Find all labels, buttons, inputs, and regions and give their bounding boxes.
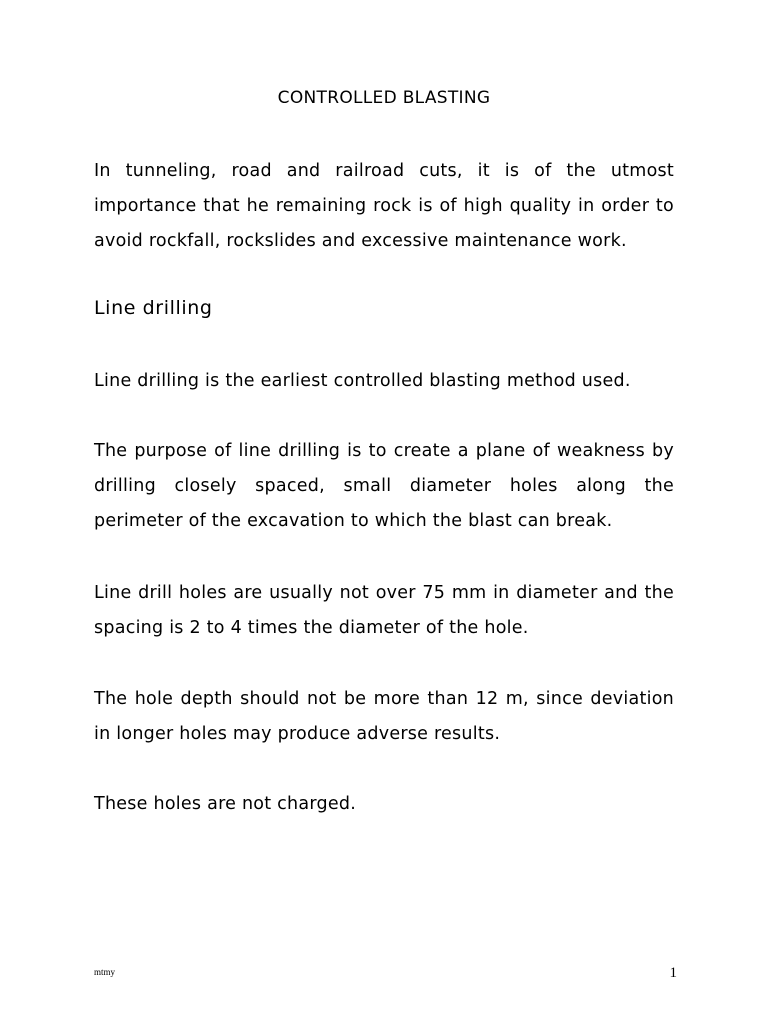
section-heading: Line drilling (94, 297, 213, 319)
footer-author: mtmy (94, 967, 116, 977)
paragraph-4: The hole depth should not be more than 12 m, since deviation in longer holes may produce adverse results. (94, 689, 674, 744)
paragraph-1: Line drilling is the earliest controlled blasting method used. (94, 371, 631, 391)
page-number: 1 (669, 965, 677, 981)
paragraph-5: These holes are not charged. (94, 794, 357, 814)
paragraph-3: Line drill holes are usually not over 75 mm in diameter and the spacing is 2 to 4 times the diameter of the hole. (94, 583, 674, 638)
paragraph-2: The purpose of line drilling is to create a plane of weakness by drilling closely spaced, small diameter holes along the perimeter of the excavation to which the blast can break. (94, 441, 674, 531)
document-title: CONTROLLED BLASTING (277, 88, 491, 108)
intro-paragraph: In tunneling, road and railroad cuts, it is of the utmost importance that he remaining rock is of high quality in order to avoid rockfall, rockslides and excessive maintenance work. (94, 161, 674, 251)
